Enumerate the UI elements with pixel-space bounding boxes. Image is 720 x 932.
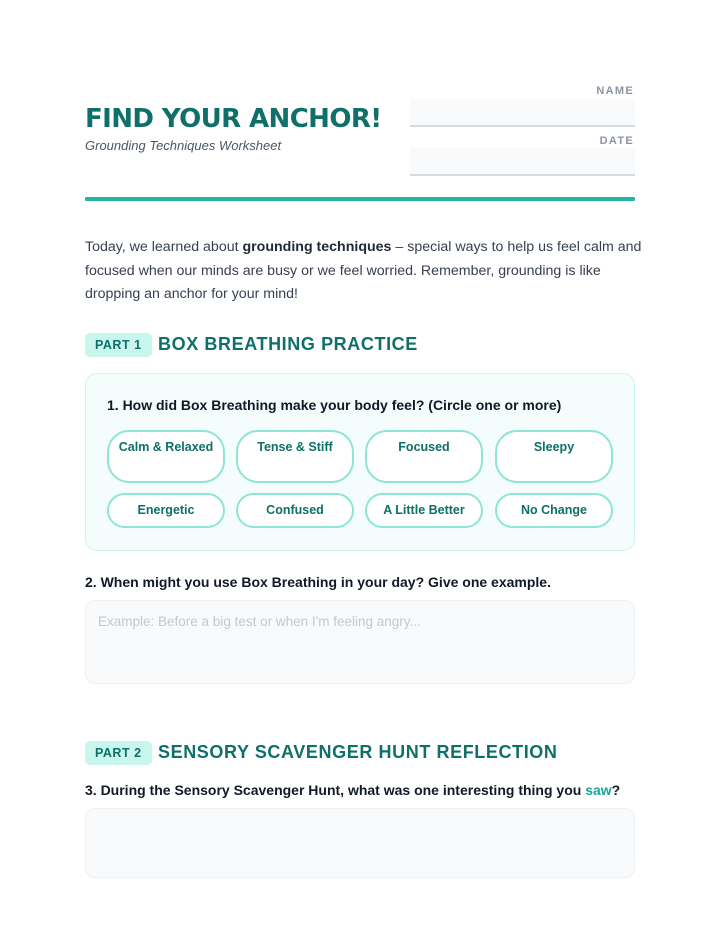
part-2-badge: PART 2 [85,741,152,765]
name-field[interactable] [410,99,635,127]
option-calm-relaxed[interactable]: Calm & Relaxed [107,430,225,483]
question-2: 2. When might you use Box Breathing in your day? Give one example. [85,574,551,590]
worksheet-subtitle: Grounding Techniques Worksheet [85,138,282,153]
intro-text-start: Today, we learned about [85,239,243,255]
question-3-highlight: saw [585,782,612,798]
option-a-little-better[interactable]: A Little Better [365,493,483,528]
question-2-placeholder: Example: Before a big test or when I'm feeling angry... [98,614,421,629]
question-3 [85,782,620,798]
question-3-end: ? [611,782,621,798]
name-label: NAME [596,85,634,97]
part-2-title: SENSORY SCAVENGER HUNT REFLECTION [158,742,558,762]
date-label: DATE [599,135,634,147]
question-3-answer-box[interactable] [85,808,635,878]
part-1-title: BOX BREATHING PRACTICE [158,334,418,354]
intro-paragraph [85,236,645,307]
question-3-text: 3. During the Sensory Scavenger Hunt, what was one interesting thing you [85,782,586,798]
part-1-badge: PART 1 [85,333,152,357]
option-energetic[interactable]: Energetic [107,493,225,528]
option-confused[interactable]: Confused [236,493,354,528]
intro-text-end: – special ways to help us feel calm and focused when our minds are busy or we feel worried. Remember, grounding is like dropping an anchor for your mind! [85,239,642,302]
intro-bold-term: grounding techniques [242,239,392,255]
date-field[interactable] [410,148,635,176]
option-sleepy[interactable]: Sleepy [495,430,613,483]
option-no-change[interactable]: No Change [495,493,613,528]
option-focused[interactable]: Focused [365,430,483,483]
option-tense-stiff[interactable]: Tense & Stiff [236,430,354,483]
worksheet-title: FIND YOUR ANCHOR! [85,104,382,134]
header-divider [85,197,635,201]
question-1: 1. How did Box Breathing make your body feel? (Circle one or more) [107,397,562,413]
question-2-answer-box[interactable] [85,600,635,684]
